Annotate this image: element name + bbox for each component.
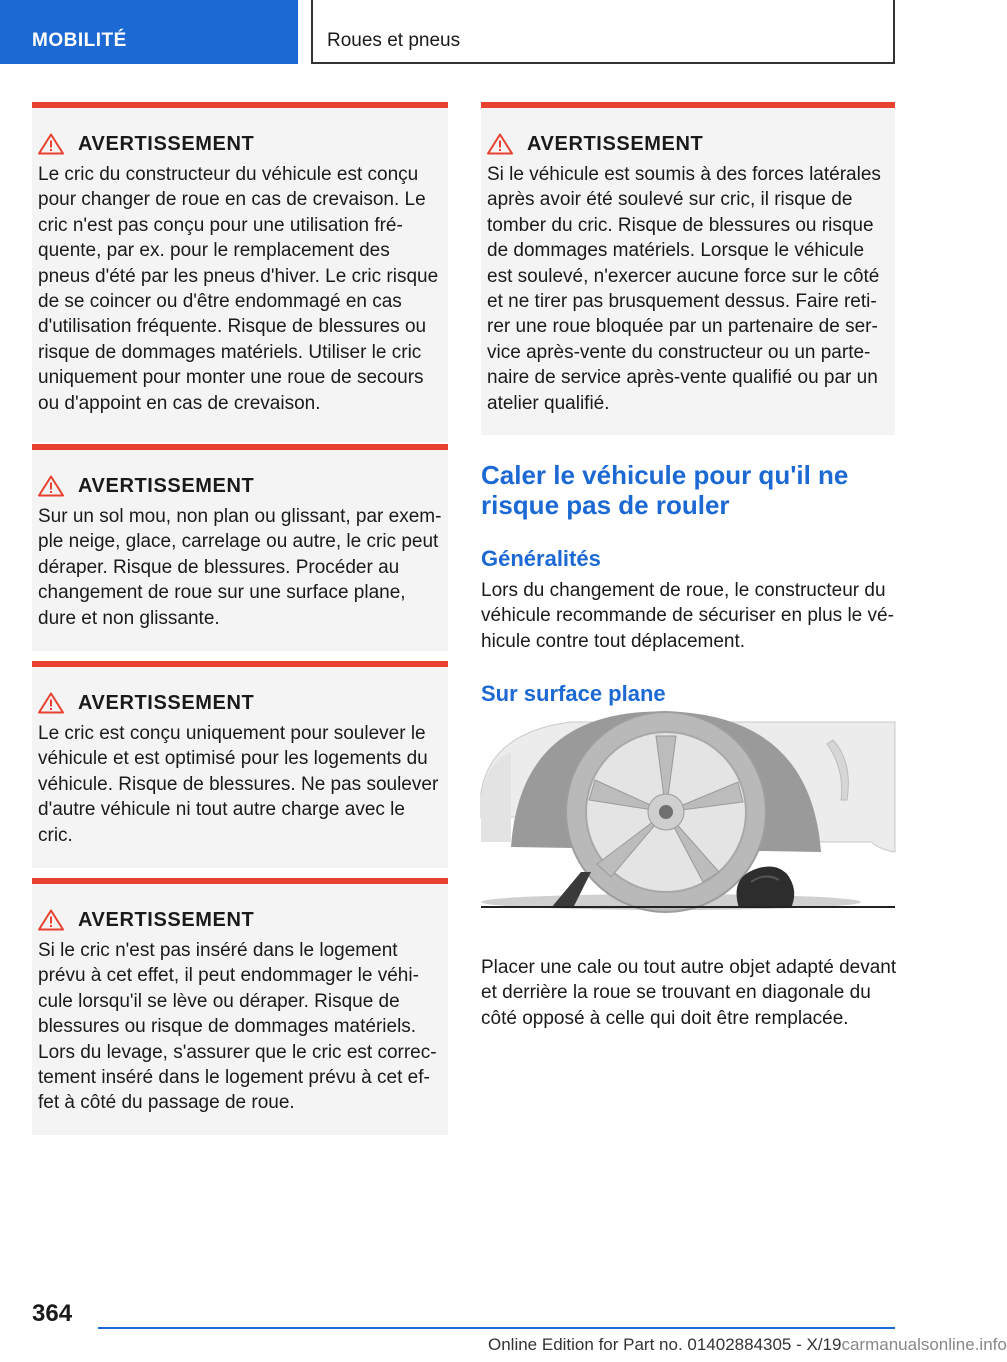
general-paragraph: Lors du changement de roue, le constructeur du véhicule recommande de sécuriser en plus le vé- hicule contre tout déplacement. — [481, 580, 894, 652]
warning-header — [38, 908, 448, 932]
warning-header — [38, 474, 448, 498]
warning-header — [38, 691, 448, 715]
warning-text: Si le cric n'est pas inséré dans le logement prévu à cet effet, il peut endommager le véhi- cule lorsqu'il se lève ou déraper. Risque de blessures ou risque de dommages matériels. Lors du levage, s'assurer que le cric est correc- tement inséré dans le logement prévu à cet ef- fet à côté du passage de roue. — [38, 940, 437, 1114]
warning-triangle-icon — [38, 133, 64, 155]
warning-box — [481, 102, 895, 435]
warning-box — [32, 444, 448, 651]
footer-edition-text: Online Edition for Part no. 01402884305 - X/19 — [488, 1335, 842, 1354]
warning-title: AVERTISSEMENT — [78, 691, 255, 714]
warning-text: Si le véhicule est soumis à des forces latérales après avoir été soulevé sur cric, il risque de tomber du cric. Risque de blessures ou risque de dommages matériels. Lorsque le véhicule est soulevé, n'exercer aucune force sur le côté et ne tirer pas brusquement dessus. Faire reti- rer une roue bloquée par un partenaire de ser- vice après-vente du constructeur ou un parte- naire de service après-vente qualifié ou par un atelier qualifié. — [487, 164, 881, 414]
page-number: 364 — [32, 1300, 73, 1327]
footer-watermark: carmanualsonline.info — [841, 1335, 1007, 1354]
wheel-chock-drawing — [481, 722, 895, 908]
footer-edition — [488, 1335, 1007, 1355]
warning-text: Sur un sol mou, non plan ou glissant, par exem- ple neige, glace, carrelage ou autre, le cric peut déraper. Risque de blessures. Procéder au changement de roue sur une surface plane, dure et non glissante. — [38, 506, 442, 629]
warning-header — [38, 132, 448, 156]
flat-surface-paragraph: Placer une cale ou tout autre objet adapté devant et derrière la roue se trouvant en diagonale du côté opposé à celle qui doit être remplacée. — [481, 957, 897, 1029]
subheading-flat-surface: Sur surface plane — [481, 681, 666, 706]
warning-title: AVERTISSEMENT — [78, 908, 255, 931]
warning-header — [487, 132, 895, 156]
warning-text: Le cric du constructeur du véhicule est conçu pour changer de roue en cas de crevaison. Le cric n'est pas conçu pour une utilisation fré- quente, par ex. pour le remplacement des pneus d'été par les pneus d'hiver. Le cric risque de se coincer ou d'être endommagé en cas d'utilisation fréquente. Risque de blessures ou risque de dommages matériels. Utiliser le cric uniquement pour monter une roue de secours ou d'appoint en cas de crevaison. — [38, 164, 439, 414]
warning-triangle-icon — [38, 692, 64, 714]
wheel-chock-illustration — [481, 722, 895, 908]
section-tab: MOBILITÉ — [0, 0, 298, 64]
warning-box — [32, 661, 448, 868]
warning-title: AVERTISSEMENT — [527, 132, 704, 155]
warning-triangle-icon — [38, 475, 64, 497]
warning-box — [32, 878, 448, 1135]
warning-title: AVERTISSEMENT — [78, 132, 255, 155]
warning-triangle-icon — [38, 909, 64, 931]
page-header-title: Roues et pneus — [311, 0, 895, 64]
subheading-general: Généralités — [481, 546, 601, 571]
warning-text: Le cric est conçu uniquement pour soulever le véhicule et est optimisé pour les logements du véhicule. Risque de blessures. Ne pas soulever d'autre véhicule ni tout autre charge avec le cric. — [38, 723, 439, 846]
footer-rule — [98, 1327, 895, 1329]
warning-title: AVERTISSEMENT — [78, 474, 255, 497]
section-heading: Caler le véhicule pour qu'il ne risque pas de rouler — [481, 460, 849, 520]
warning-triangle-icon — [487, 133, 513, 155]
illustration-baseline — [481, 906, 895, 908]
warning-box — [32, 102, 448, 442]
